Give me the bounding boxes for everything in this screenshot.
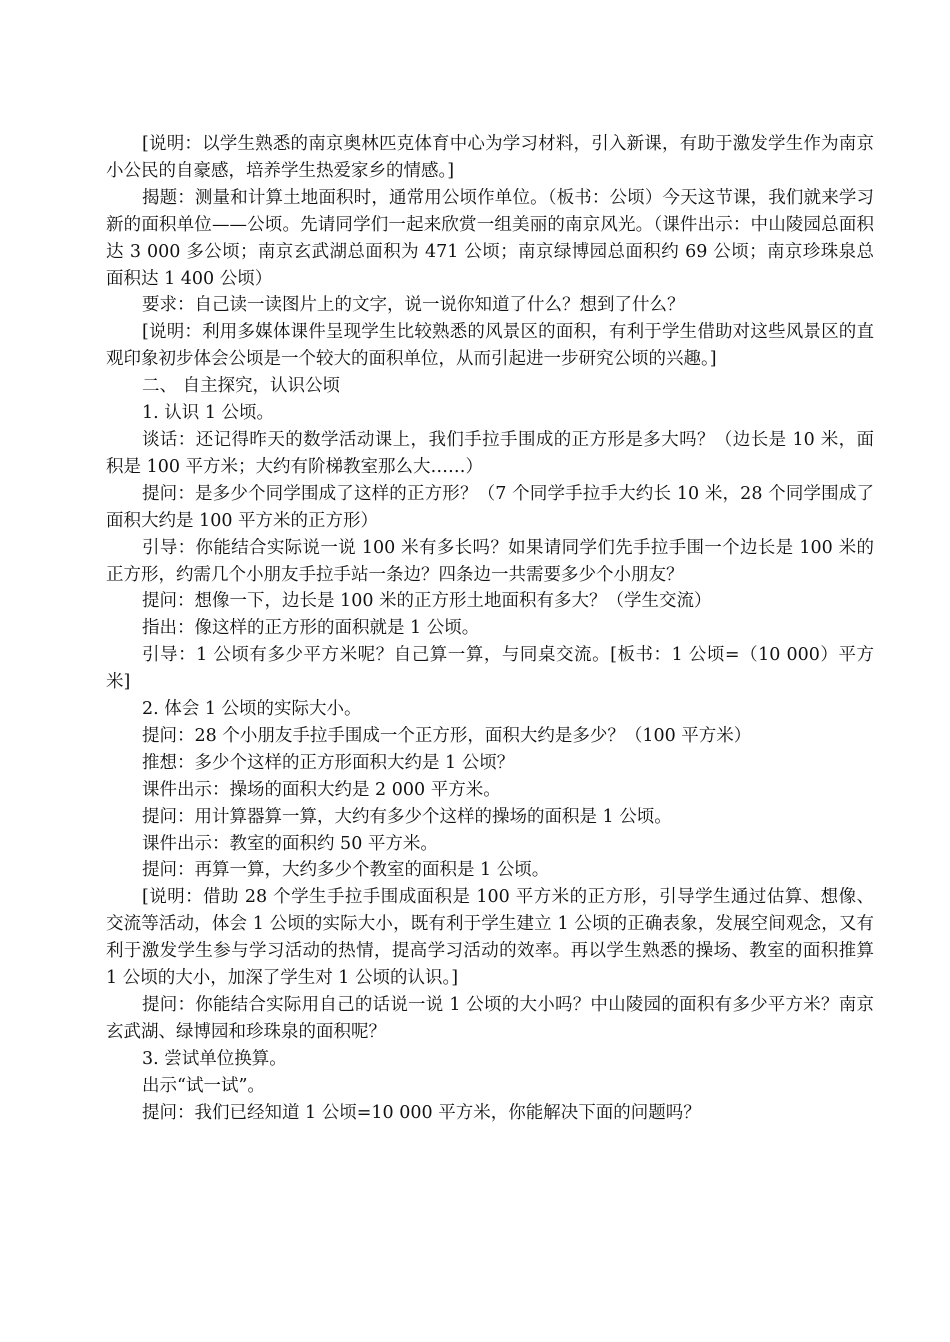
paragraph: 推想：多少个这样的正方形面积大约是 1 公顷？ bbox=[142, 752, 515, 773]
section-heading: 二、 自主探究，认识公顷 bbox=[142, 376, 341, 397]
paragraph: 提问：是多少个同学围成了这样的正方形？（7 个同学手拉手大约长 10 米，28 个同学围成了面积大约是 100 平方米的正方形） bbox=[106, 483, 874, 531]
paragraph: 提问：想像一下，边长是 100 米的正方形土地面积有多大？（学生交流） bbox=[142, 591, 712, 612]
subsection-heading: 2. 体会 1 公顷的实际大小。 bbox=[142, 699, 362, 720]
paragraph: 提问：再算一算，大约多少个教室的面积是 1 公顷。 bbox=[142, 860, 550, 881]
paragraph: 提问：我们已经知道 1 公顷=10 000 平方米，你能解决下面的问题吗？ bbox=[142, 1102, 701, 1123]
document-body bbox=[106, 131, 874, 1127]
paragraph: [说明：以学生熟悉的南京奥林匹克体育中心为学习材料，引入新课，有助于激发学生作为南京小公民的自豪感，培养学生热爱家乡的情感。] bbox=[106, 134, 874, 181]
paragraph: 课件出示：教室的面积约 50 平方米。 bbox=[142, 833, 438, 854]
paragraph: [说明：借助 28 个学生手拉手围成面积是 100 平方米的正方形，引导学生通过估算、想像、交流等活动，体会 1 公顷的实际大小，既有利于学生建立 1 公顷的正确表象，发展空间观念，又有利于激发学生参与学习活动的热情，提高学习活动的效率。再以学生熟悉的操场、教室的面积推算 1 公顷的大小，加深了学生对 1 公顷的认识。] bbox=[106, 887, 874, 989]
paragraph: [说明：利用多媒体课件呈现学生比较熟悉的风景区的面积，有利于学生借助对这些风景区的直观印象初步体会公顷是一个较大的面积单位，从而引起进一步研究公顷的兴趣。] bbox=[106, 322, 874, 370]
subsection-heading: 1. 认识 1 公顷。 bbox=[142, 403, 275, 424]
paragraph: 谈话：还记得昨天的数学活动课上，我们手拉手围成的正方形是多大吗？（边长是 10 米，面积是 100 平方米；大约有阶梯教室那么大……） bbox=[106, 429, 874, 477]
paragraph: 揭题：测量和计算土地面积时，通常用公顷作单位。（板书：公顷）今天这节课，我们就来学习新的面积单位——公顷。先请同学们一起来欣赏一组美丽的南京风光。（课件出示：中山陵园总面积达 3 000 多公顷；南京玄武湖总面积为 471 公顷；南京绿博园总面积约 69 公顷；南京珍珠泉总面积达 1 400 公顷） bbox=[106, 187, 874, 289]
paragraph: 提问：28 个小朋友手拉手围成一个正方形，面积大约是多少？（100 平方米） bbox=[142, 725, 752, 746]
paragraph: 引导：1 公顷有多少平方米呢？自己算一算，与同桌交流。[板书：1 公顷=（10 000）平方米] bbox=[106, 645, 874, 693]
paragraph: 课件出示：操场的面积大约是 2 000 平方米。 bbox=[142, 779, 501, 800]
paragraph: 提问：你能结合实际用自己的话说一说 1 公顷的大小吗？中山陵园的面积有多少平方米？南京玄武湖、绿博园和珍珠泉的面积呢？ bbox=[106, 995, 874, 1042]
paragraph: 要求：自己读一读图片上的文字，说一说你知道了什么？想到了什么？ bbox=[142, 295, 685, 316]
subsection-heading: 3. 尝试单位换算。 bbox=[142, 1048, 287, 1069]
paragraph: 指出：像这样的正方形的面积就是 1 公顷。 bbox=[142, 618, 480, 639]
paragraph: 引导：你能结合实际说一说 100 米有多长吗？如果请同学们先手拉手围一个边长是 100 米的正方形，约需几个小朋友手拉手站一条边？四条边一共需要多少个小朋友？ bbox=[106, 537, 874, 585]
paragraph: 提问：用计算器算一算，大约有多少个这样的操场的面积是 1 公顷。 bbox=[142, 806, 672, 827]
paragraph: 出示“试一试”。 bbox=[142, 1075, 265, 1096]
